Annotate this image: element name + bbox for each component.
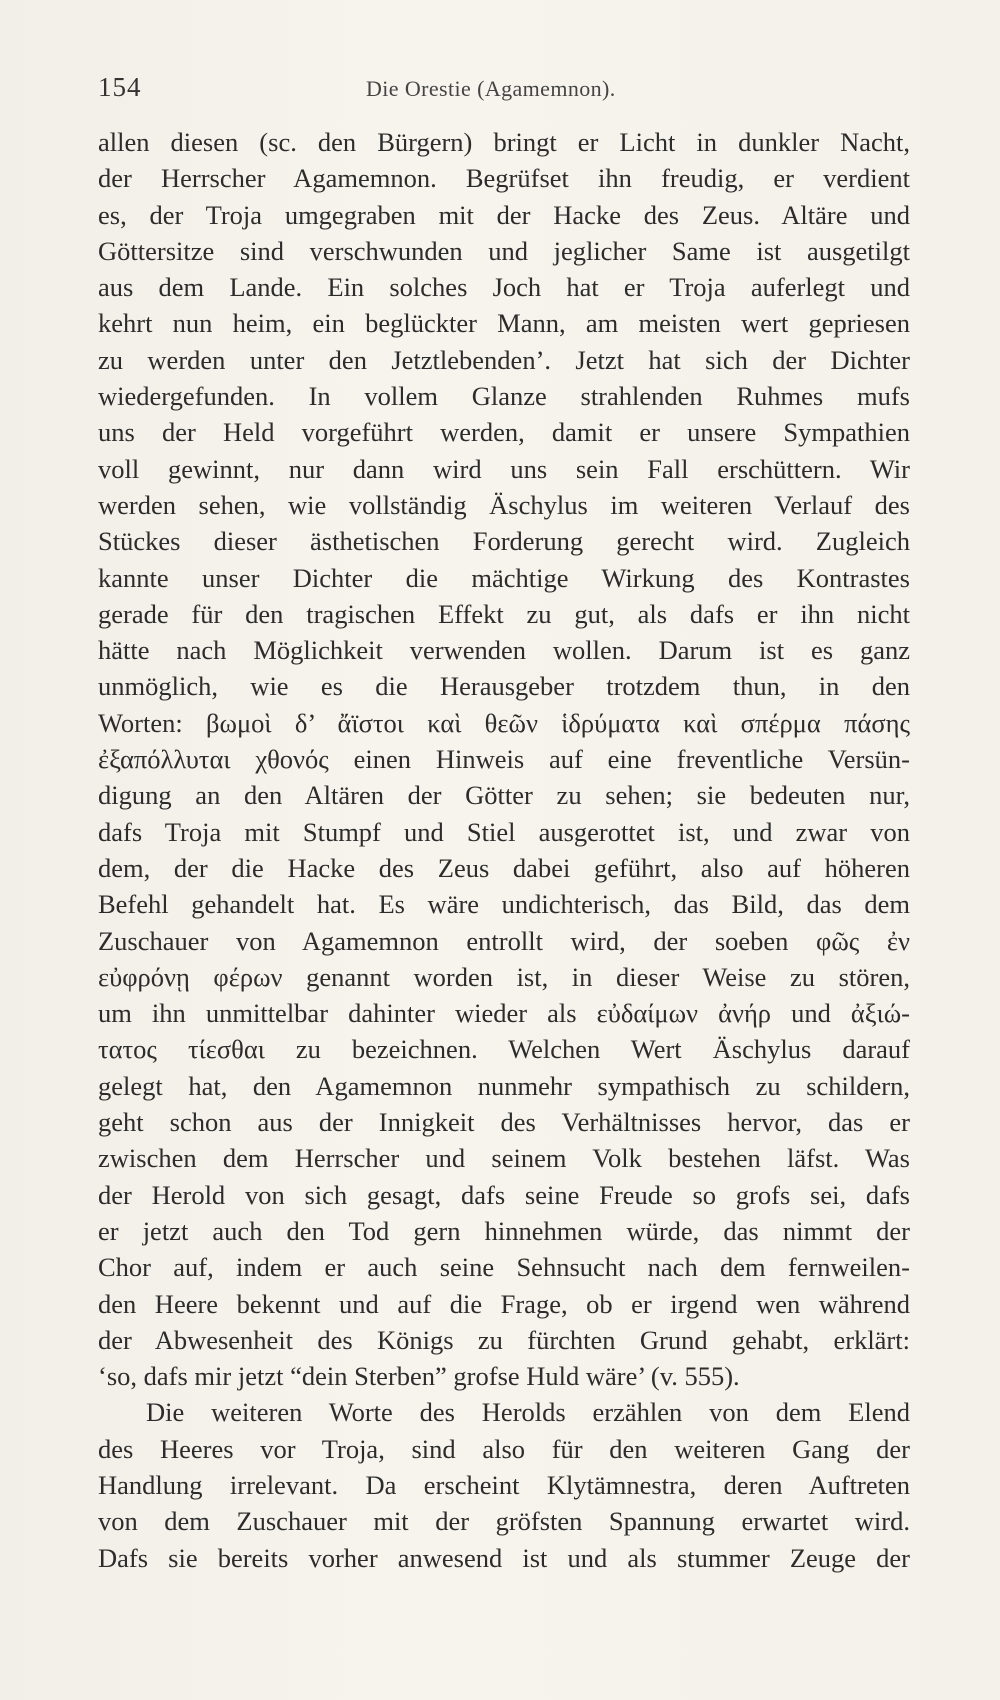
page-number: 154: [98, 72, 142, 102]
text-line: voll gewinnt, nur dann wird uns sein Fall erschüttern. Wir: [98, 453, 910, 484]
text-line: Chor auf, indem er auch seine Sehnsucht nach dem fernweilen-: [98, 1252, 910, 1283]
text-line: des Heeres vor Troja, sind also für den weiteren Gang der: [98, 1433, 910, 1464]
text-line: kannte unser Dichter die mächtige Wirkung des Kontrastes: [98, 562, 910, 593]
text-line: Die weiteren Worte des Herolds erzählen von dem Elend: [146, 1397, 910, 1428]
text-line: Dafs sie bereits vorher anwesend ist und als stummer Zeuge der: [98, 1542, 910, 1573]
text-line: εὐφρόνῃ φέρων genannt worden ist, in dieser Weise zu stören,: [98, 961, 910, 992]
page-header: [98, 72, 908, 112]
text-line: hätte nach Möglichkeit verwenden wollen. Darum ist es ganz: [98, 635, 910, 666]
text-line: der Herold von sich gesagt, dafs seine Freude so grofs sei, dafs: [98, 1179, 910, 1210]
text-line: Befehl gehandelt hat. Es wäre undichterisch, das Bild, das dem: [98, 889, 910, 920]
text-line: Worten: βωμοὶ δ’ ἄϊστοι καὶ θεῶν ἱδρύματα καὶ σπέρμα πάσης: [98, 707, 910, 738]
text-line: allen diesen (sc. den Bürgern) bringt er Licht in dunkler Nacht,: [98, 127, 910, 157]
text-line: der Herrscher Agamemnon. Begrüfset ihn freudig, er verdient: [98, 163, 910, 194]
text-line: werden sehen, wie vollständig Äschylus im weiteren Verlauf des: [98, 489, 910, 520]
text-line: dem, der die Hacke des Zeus dabei geführt, also auf höheren: [98, 852, 910, 883]
text-line: um ihn unmittelbar dahinter wieder als εὐδαίμων ἀνήρ und ἀξιώ-: [98, 998, 910, 1029]
text-line: digung an den Altären der Götter zu sehen; sie bedeuten nur,: [98, 780, 910, 811]
text-line: den Heere bekennt und auf die Frage, ob er irgend wen während: [98, 1288, 910, 1319]
text-line: der Abwesenheit des Königs zu fürchten Grund gehabt, erklärt:: [98, 1324, 910, 1355]
text-line: Zuschauer von Agamemnon entrollt wird, der soeben φῶς ἐν: [98, 925, 910, 956]
text-line: gerade für den tragischen Effekt zu gut, als dafs er ihn nicht: [98, 598, 910, 629]
text-line: ἐξαπόλλυται χθονός einen Hinweis auf eine freventliche Versün-: [98, 744, 910, 775]
running-title: Die Orestie (Agamemnon).: [366, 76, 616, 101]
text-line: kehrt nun heim, ein beglückter Mann, am meisten wert gepriesen: [98, 308, 910, 339]
text-line: aus dem Lande. Ein solches Joch hat er Troja auferlegt und: [98, 272, 910, 303]
text-line: von dem Zuschauer mit der gröfsten Spannung erwartet wird.: [98, 1506, 910, 1537]
text-line: ‘so, dafs mir jetzt “dein Sterben” grofse Huld wäre’ (v. 555).: [98, 1361, 740, 1392]
text-line: gelegt hat, den Agamemnon nunmehr sympathisch zu schildern,: [98, 1070, 910, 1101]
text-line: Handlung irrelevant. Da erscheint Klytämnestra, deren Auftreten: [98, 1469, 910, 1500]
text-line: Stückes dieser ästhetischen Forderung gerecht wird. Zugleich: [98, 526, 910, 557]
text-line: es, der Troja umgegraben mit der Hacke des Zeus. Altäre und: [98, 199, 910, 230]
text-line: wiedergefunden. In vollem Glanze strahlenden Ruhmes mufs: [98, 381, 910, 412]
text-line: zu werden unter den Jetztlebenden’. Jetzt hat sich der Dichter: [98, 344, 910, 375]
text-line: uns der Held vorgeführt werden, damit er unsere Sympathien: [98, 417, 910, 448]
text-line: geht schon aus der Innigkeit des Verhältnisses hervor, das er: [98, 1107, 910, 1138]
text-line: Göttersitze sind verschwunden und jeglicher Same ist ausgetilgt: [98, 235, 910, 266]
text-line: er jetzt auch den Tod gern hinnehmen würde, das nimmt der: [98, 1215, 910, 1246]
text-line: zwischen dem Herrscher und seinem Volk bestehen läfst. Was: [98, 1143, 910, 1174]
text-line: τατος τίεσθαι zu bezeichnen. Welchen Wert Äschylus darauf: [98, 1034, 910, 1065]
body-text: [98, 124, 910, 1576]
text-line: dafs Troja mit Stumpf und Stiel ausgerottet ist, und zwar von: [98, 816, 910, 847]
text-line: unmöglich, wie es die Herausgeber trotzdem thun, in den: [98, 671, 910, 702]
